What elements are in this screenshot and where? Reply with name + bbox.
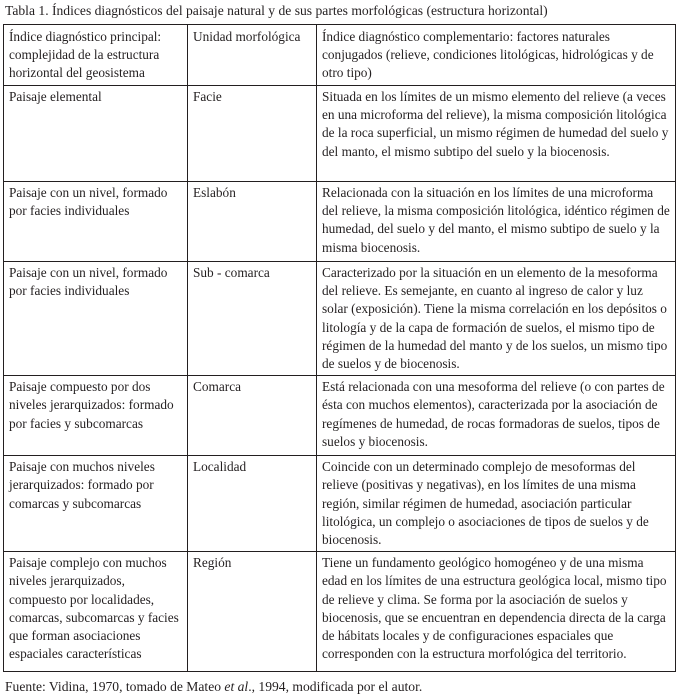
header-complementary-index: Índice diagnóstico complementario: factores naturales conjugados (relieve, condiciones litológicas, hidrológicas y de otro tipo) [317, 25, 676, 86]
cell-unit: Sub - comarca [188, 262, 317, 376]
source-text-end: ., 1994, modificada por el autor. [248, 679, 423, 694]
table-row [4, 262, 676, 376]
cell-principal: Paisaje con un nivel, formado por facies individuales [4, 262, 188, 376]
cell-principal: Paisaje compuesto por dos niveles jerarquizados: formado por facies y subcomarcas [4, 376, 188, 456]
table-caption: Tabla 1. Índices diagnósticos del paisaje natural y de sus partes morfológicas (estructura horizontal) [5, 3, 548, 18]
diagnostic-table [3, 24, 676, 672]
cell-unit: Localidad [188, 456, 317, 552]
cell-principal: Paisaje con muchos niveles jerarquizados: formado por comarcas y subcomarcas [4, 456, 188, 552]
cell-complementary: Relacionada con la situación en los límites de una microforma del relieve, la misma composición litológica, idéntico régimen de humedad, del suelo y del manto, el mismo subtipo de suelo y la misma biocenosis. [317, 182, 676, 262]
cell-principal: Paisaje elemental [4, 86, 188, 182]
table-row [4, 552, 676, 672]
cell-complementary: Situada en los límites de un mismo elemento del relieve (a veces en una microforma del relieve), la misma composición litológica de la roca superficial, un mismo régimen de humedad del suelo y del manto, el mismo subtipo del suelo y la biocenosis. [317, 86, 676, 182]
source-etal: et al [224, 679, 249, 694]
cell-principal: Paisaje complejo con muchos niveles jerarquizados, compuesto por localidades, comarcas, subcomarcas y facies que forman asociaciones espaciales características [4, 552, 188, 672]
cell-complementary: Caracterizado por la situación en un elemento de la mesoforma del relieve. Es semejante, en cuanto al ingreso de calor y luz solar (exposición). Tiene la misma correlación en los depósitos o litología y de la capa de formación de suelos, el mismo tipo de régimen de la humedad del manto y de los suelos, un mismo tipo de suelos y de biocenosis. [317, 262, 676, 376]
cell-unit: Eslabón [188, 182, 317, 262]
cell-unit: Facie [188, 86, 317, 182]
table-row [4, 86, 676, 182]
header-morphological-unit: Unidad morfológica [188, 25, 317, 86]
cell-unit: Región [188, 552, 317, 672]
cell-principal: Paisaje con un nivel, formado por facies individuales [4, 182, 188, 262]
table-header-row [4, 25, 676, 86]
cell-complementary: Coincide con un determinado complejo de mesoformas del relieve (positivas y negativas), en los límites de una misma región, similar régimen de humedad, asociación particular litológica, un complejo o asociaciones de tipos de suelos y de biocenosis. [317, 456, 676, 552]
table-row [4, 376, 676, 456]
table-row [4, 456, 676, 552]
table-source-note [5, 678, 422, 695]
table-row [4, 182, 676, 262]
cell-complementary: Tiene un fundamento geológico homogéneo y de una misma edad en los límites de una estructura geológica local, mismo tipo de relieve y clima. Se forma por la asociación de suelos y biocenosis, que se encuentran en dependencia directa de la carga de hábitats locales y de configuraciones espaciales que corresponden con la estructura morfológica del territorio. [317, 552, 676, 672]
source-text: Fuente: Vidina, 1970, tomado de Mateo [5, 679, 225, 694]
header-principal-index: Índice diagnóstico principal: complejidad de la estructura horizontal del geosistema [4, 25, 188, 86]
cell-complementary: Está relacionada con una mesoforma del relieve (o con partes de ésta con muchos elementos), caracterizada por la asociación de regímenes de humedad, de rocas formadoras de suelos, tipos de suelos y biocenosis. [317, 376, 676, 456]
cell-unit: Comarca [188, 376, 317, 456]
